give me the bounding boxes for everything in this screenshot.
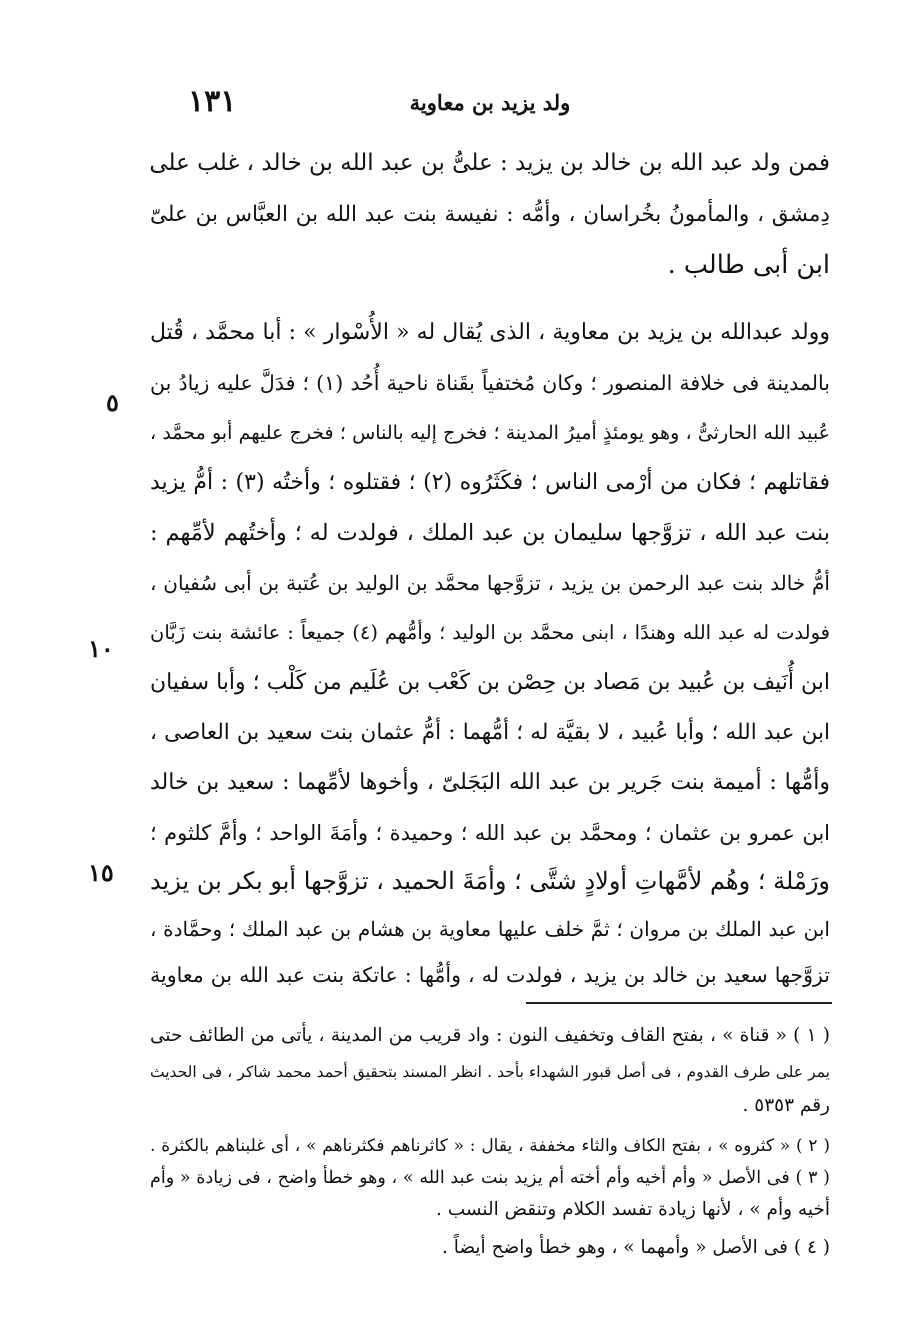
footnote-line: ( ٢ ) « كثروه » ، بفتح الكاف والثاء مخففة ، يقال : « كاثرناهم فكثرناهم » ، أى غلبناهم بالكثرة . [150, 1136, 830, 1156]
footnote-line: رقم ٥٣٥٣ . [742, 1095, 830, 1116]
text-line: فقاتلهم ؛ فكان من أرْمى الناس ؛ فكَثَرُوه (٢) ؛ فقتلوه ؛ وأختُه (٣) : أمُّ يزيد [150, 470, 831, 495]
text-line: ابن أُنَيف بن عُبيد بن مَصاد بن حِصْن بن كَعْب بن عُلَيم من كَلْب ؛ وأبا سفيان [150, 670, 830, 695]
text-line: تزوَّجها سعيد بن خالد بن يزيد ، فولدت له ، وأمُّها : عاتكة بنت عبد الله بن معاوية [150, 963, 830, 987]
text-line: دِمشق ، والمأمونُ بخُراسان ، وأمُّه : نفيسة بنت عبد الله بن العبَّاس بن علىّ [150, 202, 830, 227]
footnote-separator [526, 1002, 832, 1004]
text-line: أمُّ خالد بنت عبد الرحمن بن يزيد ، تزوَّجها محمَّد بن الوليد بن عُتبة بن أبى سُفيان ، [150, 571, 830, 595]
line-number-10: ١٠ [88, 634, 114, 663]
text-line: وأمُّها : أميمة بنت جَرير بن عبد الله البَجَلىّ ، وأخوها لأمِّهما : سعيد بن خالد [150, 770, 830, 795]
text-line: عُبيد الله الحارثىُّ ، وهو يومئذٍ أميرُ المدينة ؛ فخرج إليه بالناس ؛ فخرج عليهم أبو محمَّد ، [150, 422, 830, 444]
footnote-line: ( ١ ) « قناة » ، بفتح القاف وتخفيف النون : واد قريب من المدينة ، يأتى من الطائف حتى [150, 1025, 830, 1046]
text-line: بالمدينة فى خلافة المنصور ؛ وكان مُختفياً بقَناة ناحية أُحُد (١) ؛ فدَلَّ عليه زيادُ بن [150, 371, 830, 395]
text-line: وولد عبدالله بن يزيد بن معاوية ، الذى يُقال له « الأُسْوار » : أبا محمَّد ، قُتل [150, 320, 830, 345]
line-number-15: ١٥ [88, 858, 114, 887]
text-line: ابن عمرو بن عثمان ؛ ومحمَّد بن عبد الله ؛ وحميدة ؛ وأمَةَ الواحد ؛ وأمَّ كلثوم ؛ [150, 821, 830, 845]
line-number-5: ٥ [106, 388, 119, 417]
text-line: فمن ولد عبد الله بن خالد بن يزيد : علىُّ بن عبد الله بن خالد ، غلب على [149, 150, 830, 176]
text-line: ورَمْلة ؛ وهُم لأمَّهاتِ أولادٍ شتَّى ؛ وأمَةَ الحميد ، تزوَّجها أبو بكر بن يزيد [150, 867, 830, 895]
page-number: ١٣١ [188, 84, 237, 119]
text-line: ابن أبى طالب . [667, 250, 830, 280]
footnote-line: يمر على طرف القدوم ، فى أصل قبور الشهداء بأحد . انظر المسند بتحقيق أحمد محمد شاكر ، فى الحديث [150, 1063, 830, 1081]
header-title: ولد يزيد بن معاوية [409, 90, 571, 115]
text-line: بنت عبد الله ، تزوَّجها سليمان بن عبد الملك ، فولدت له ؛ وأختُهم لأمِّهم : [150, 520, 830, 546]
text-line: فولدت له عبد الله وهندًا ، ابنى محمَّد بن الوليد ؛ وأمُّهم (٤) جميعاً : عائشة بنت زَبَّان [150, 621, 830, 644]
text-line: ابن عبد الملك بن مروان ؛ ثمَّ خلف عليها معاوية بن هشام بن عبد الملك ؛ وحمَّادة ، [150, 917, 830, 941]
footnote-line: ( ٤ ) فى الأصل « وأمهما » ، وهو خطأ واضح أيضاً . [441, 1237, 830, 1258]
footnote-line: أخيه وأم » ، لأنها زيادة تفسد الكلام وتنقض النسب . [435, 1199, 830, 1220]
text-line: ابن عبد الله ؛ وأبا عُبيد ، لا بقيَّة له ؛ أمُّهما : أمُّ عثمان بنت سعيد بن العاصى ، [150, 720, 830, 745]
footnote-line: ( ٣ ) فى الأصل « وأم أخيه وأم أخته أم يزيد بنت عبد الله » ، وهو خطأ واضح ، فى زيادة « وأم [150, 1168, 831, 1188]
running-header [150, 84, 830, 128]
